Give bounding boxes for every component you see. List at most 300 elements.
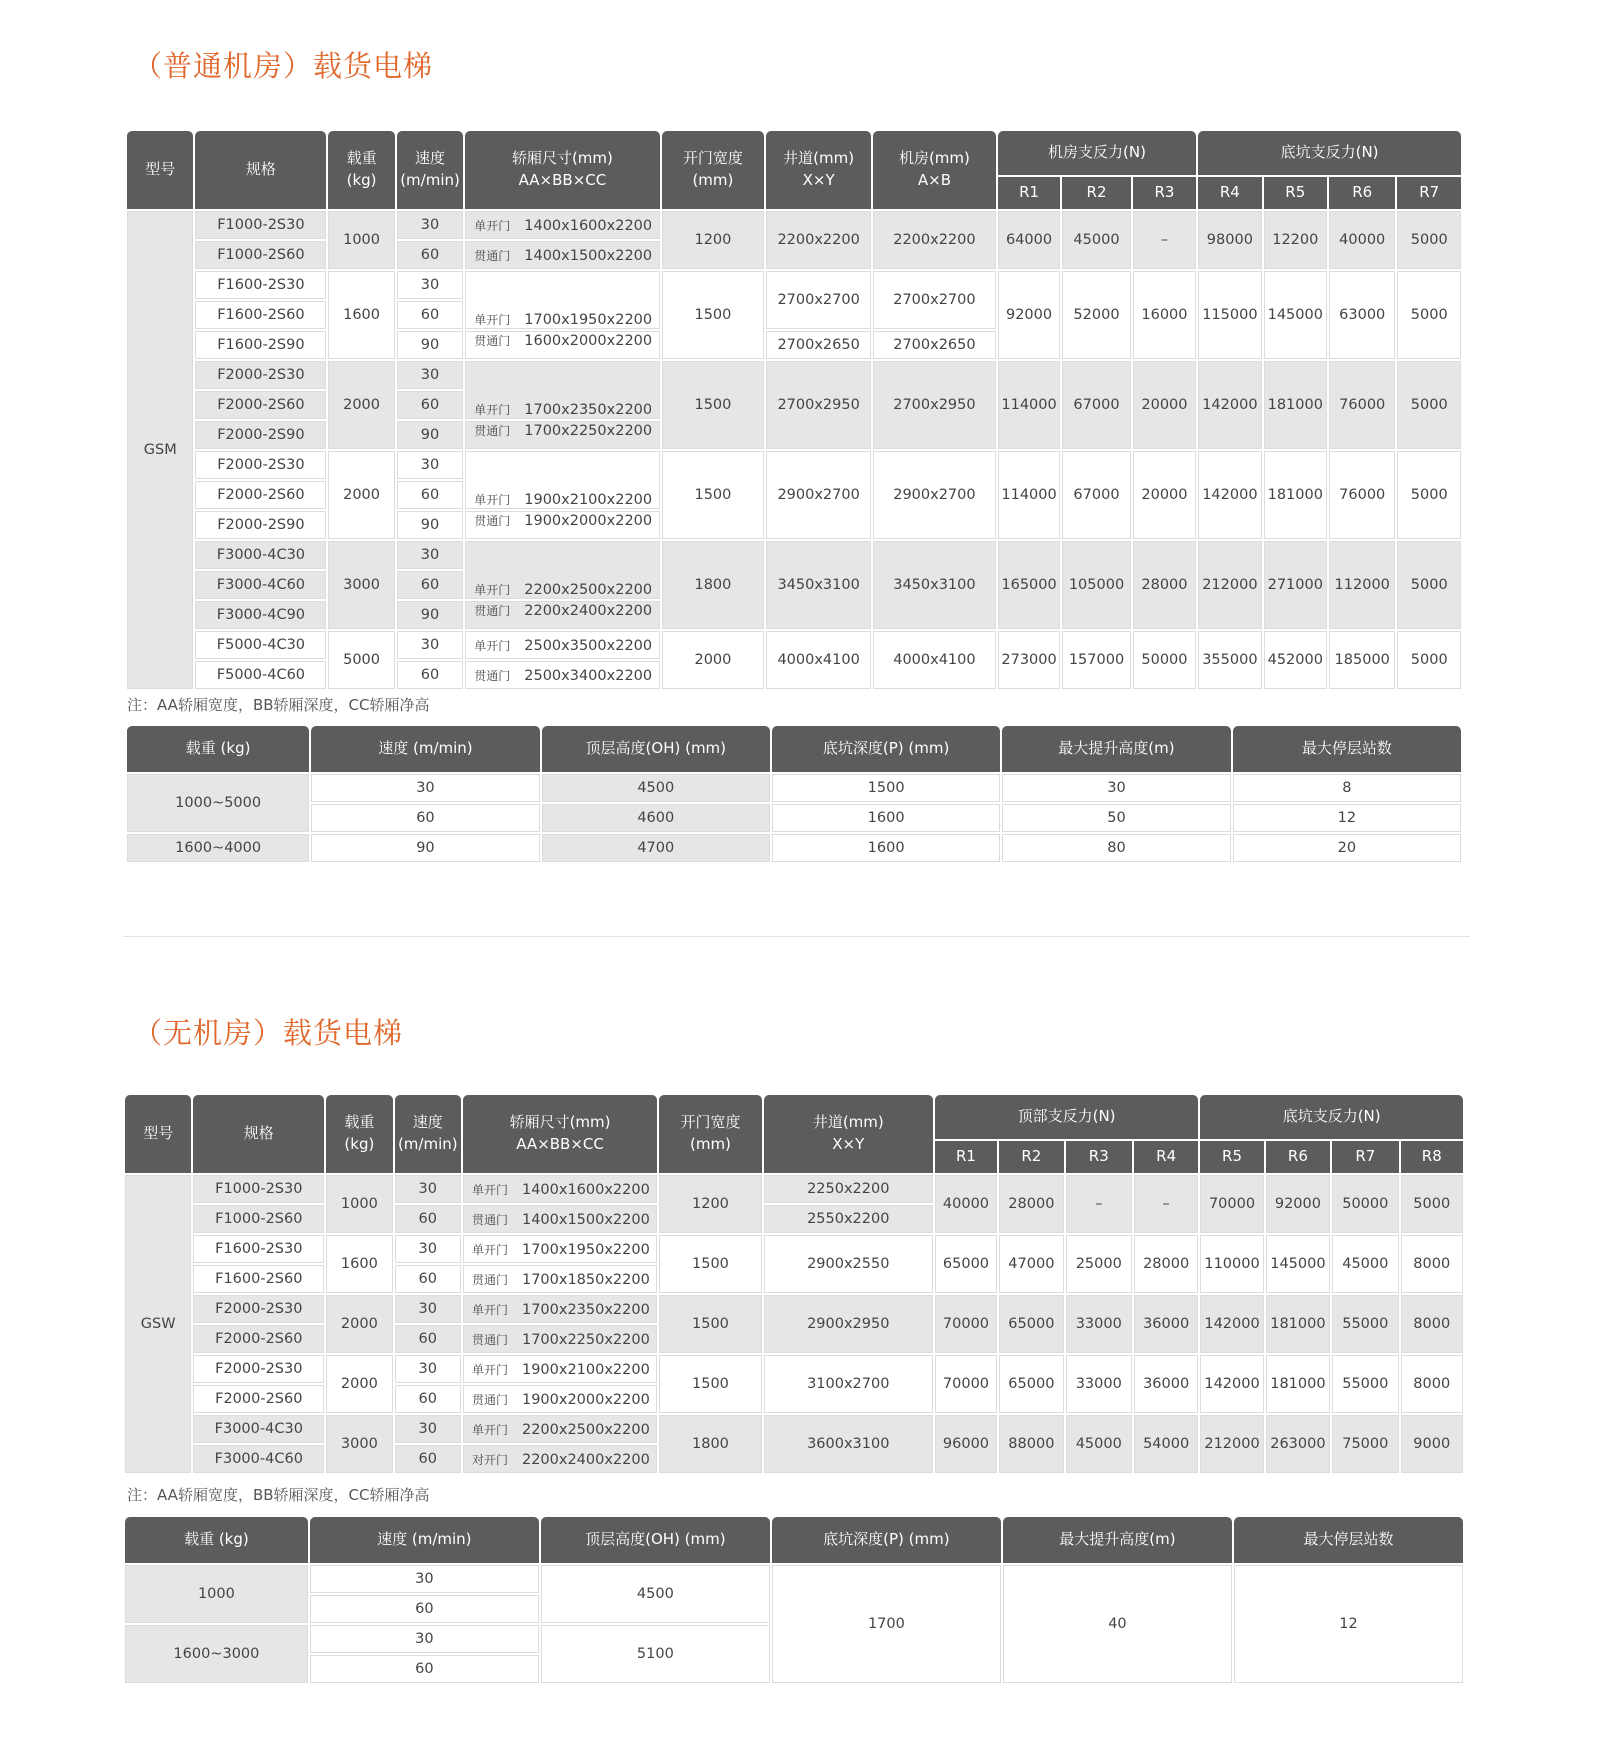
th-spec: 规格 — [195, 131, 326, 209]
force-cell: 115000 — [1198, 271, 1261, 359]
door-type-label: 贯通门 — [471, 1272, 508, 1287]
shaft-cell: 2900x2550 — [764, 1235, 933, 1293]
speed-cell: 60 — [395, 1265, 461, 1293]
force-cell: 185000 — [1329, 631, 1395, 689]
load-cell: 1000 — [328, 211, 394, 269]
car-dimension: 1700x2350x2200 — [524, 402, 653, 418]
pit-cell: 1600 — [772, 834, 1000, 862]
car-size-cell — [463, 1415, 657, 1443]
car-dimension: 2200x2400x2200 — [524, 603, 653, 619]
door-type-label: 单开门 — [471, 1362, 508, 1377]
force-cell: 142000 — [1200, 1295, 1263, 1353]
section2-spec-table — [123, 1093, 1465, 1475]
force-cell: 33000 — [1066, 1295, 1132, 1353]
force-cell: – — [1133, 211, 1196, 269]
door-type-label: 单开门 — [471, 1422, 508, 1437]
th-pit-force: 底坑支反力(N) — [1198, 131, 1461, 175]
door-type-label: 贯通门 — [474, 248, 511, 263]
section2-title: （无机房）载货电梯 — [133, 1016, 404, 1050]
th-sub-2: 顶层高度(OH) (mm) — [542, 726, 770, 772]
table-row — [125, 1355, 1463, 1383]
spec-cell: F3000-4C30 — [193, 1415, 324, 1443]
th-shaft: 井道(mm) X×Y — [764, 1095, 933, 1173]
door-type-label: 贯通门 — [474, 334, 511, 348]
car-dimension: 1700x1850x2200 — [521, 1271, 650, 1288]
shaft-cell: 2700x2650 — [766, 331, 871, 359]
force-cell: 92000 — [998, 271, 1060, 359]
force-cell: 63000 — [1329, 271, 1395, 359]
room-cell: 2900x2700 — [873, 451, 996, 539]
spec-cell: F2000-2S30 — [193, 1355, 324, 1383]
speed-cell: 60 — [310, 1655, 539, 1683]
spec-cell: F2000-2S30 — [195, 361, 326, 389]
door-type-label: 贯通门 — [471, 1392, 508, 1407]
force-cell: 8000 — [1401, 1355, 1464, 1413]
car-size-cell — [465, 451, 659, 509]
car-size-cell — [465, 271, 659, 329]
force-cell: 40000 — [935, 1175, 997, 1233]
force-cell: 9000 — [1401, 1415, 1464, 1473]
door-type-label: 贯通门 — [471, 1212, 508, 1227]
car-size-cell — [463, 1355, 657, 1383]
stops-cell: 20 — [1233, 834, 1461, 862]
car-dimension: 1400x1500x2200 — [521, 1211, 650, 1228]
force-cell: 263000 — [1266, 1415, 1330, 1473]
th-r3: R3 — [1066, 1141, 1132, 1173]
spec-cell: F1600-2S90 — [195, 331, 326, 359]
car-dimension: 2500x3500x2200 — [524, 637, 653, 654]
speed-cell: 60 — [395, 1325, 461, 1353]
force-cell: 181000 — [1264, 451, 1327, 539]
car-dimension: 1400x1600x2200 — [521, 1181, 650, 1198]
door-width-cell: 1500 — [659, 1355, 762, 1413]
model-cell: GSM — [127, 211, 193, 689]
force-cell: 50000 — [1133, 631, 1196, 689]
door-type-label: 单开门 — [474, 403, 511, 417]
spec-cell: F2000-2S30 — [193, 1295, 324, 1323]
force-cell: 181000 — [1264, 361, 1327, 449]
room-cell: 4000x4100 — [873, 631, 996, 689]
force-cell: 45000 — [1062, 211, 1130, 269]
car-size-cell — [463, 1325, 657, 1353]
force-cell: 5000 — [1397, 451, 1461, 539]
speed-cell: 90 — [397, 511, 463, 539]
car-size-cell — [465, 601, 659, 629]
table-row — [127, 451, 1461, 479]
table-row — [127, 631, 1461, 659]
th-r7: R7 — [1332, 1141, 1398, 1173]
door-width-cell: 1500 — [662, 271, 765, 359]
th-r5: R5 — [1264, 177, 1327, 209]
th-sub-0: 载重 (kg) — [127, 726, 309, 772]
room-cell: 3450x3100 — [873, 541, 996, 629]
speed-cell: 60 — [397, 391, 463, 419]
car-size-cell — [465, 211, 659, 239]
th-machine-room: 机房(mm) A×B — [873, 131, 996, 209]
table-row — [127, 361, 1461, 389]
load-cell: 2000 — [326, 1355, 392, 1413]
th-r2: R2 — [1062, 177, 1130, 209]
stops-cell: 12 — [1233, 804, 1461, 832]
pit-cell: 1600 — [772, 804, 1000, 832]
force-cell: 45000 — [1332, 1235, 1398, 1293]
th-sub-4: 最大提升高度(m) — [1002, 726, 1230, 772]
force-cell: 70000 — [935, 1355, 997, 1413]
door-type-label: 贯通门 — [474, 514, 511, 528]
shaft-cell: 3100x2700 — [764, 1355, 933, 1413]
force-cell: 96000 — [935, 1415, 997, 1473]
speed-cell: 30 — [397, 361, 463, 389]
force-cell: 52000 — [1062, 271, 1130, 359]
rise-cell: 40 — [1003, 1565, 1232, 1683]
speed-cell: 90 — [311, 834, 539, 862]
force-cell: 65000 — [999, 1295, 1063, 1353]
load-cell: 1000 — [125, 1565, 308, 1623]
speed-cell: 30 — [397, 271, 463, 299]
shaft-cell: 2200x2200 — [766, 211, 871, 269]
room-cell: 2700x2950 — [873, 361, 996, 449]
force-cell: 271000 — [1264, 541, 1327, 629]
door-type-label: 贯通门 — [471, 1332, 508, 1347]
force-cell: 5000 — [1397, 361, 1461, 449]
speed-cell: 30 — [397, 211, 463, 239]
force-cell: 145000 — [1264, 271, 1327, 359]
table-row — [125, 1175, 1463, 1203]
load-cell: 1600~4000 — [127, 834, 309, 862]
spec-cell: F1000-2S30 — [195, 211, 326, 239]
spec-cell: F2000-2S30 — [195, 451, 326, 479]
car-dimension: 1900x2100x2200 — [521, 1361, 650, 1378]
force-cell: 157000 — [1062, 631, 1130, 689]
car-size-cell — [465, 631, 659, 659]
th-door-width: 开门宽度 (mm) — [659, 1095, 762, 1173]
force-cell: 98000 — [1198, 211, 1261, 269]
car-dimension: 1700x1950x2200 — [521, 1241, 650, 1258]
force-cell: – — [1134, 1175, 1198, 1233]
table-row — [125, 1295, 1463, 1323]
force-cell: 8000 — [1401, 1295, 1464, 1353]
force-cell: 5000 — [1397, 271, 1461, 359]
force-cell: 70000 — [1200, 1175, 1263, 1233]
force-cell: 452000 — [1264, 631, 1327, 689]
th-model: 型号 — [125, 1095, 191, 1173]
door-type-label: 单开门 — [471, 1302, 508, 1317]
speed-cell: 60 — [395, 1445, 461, 1473]
rise-cell: 30 — [1002, 774, 1230, 802]
speed-cell: 90 — [397, 601, 463, 629]
car-dimension: 1400x1600x2200 — [524, 217, 653, 234]
force-cell: 20000 — [1133, 451, 1196, 539]
shaft-cell: 4000x4100 — [766, 631, 871, 689]
spec-cell: F2000-2S60 — [195, 391, 326, 419]
door-type-label: 单开门 — [474, 493, 511, 507]
force-cell: 181000 — [1266, 1355, 1330, 1413]
car-size-cell — [463, 1445, 657, 1473]
car-size-cell — [465, 511, 659, 539]
force-cell: 64000 — [998, 211, 1060, 269]
section2-note: 注：AA轿厢宽度，BB轿厢深度，CC轿厢净高 — [127, 1486, 430, 1504]
force-cell: 28000 — [999, 1175, 1063, 1233]
door-width-cell: 1500 — [662, 451, 765, 539]
force-cell: 36000 — [1134, 1295, 1198, 1353]
oh-cell: 5100 — [541, 1625, 770, 1683]
th-room-force: 机房支反力(N) — [998, 131, 1196, 175]
speed-cell: 30 — [395, 1235, 461, 1263]
shaft-cell: 2900x2950 — [764, 1295, 933, 1353]
th-model: 型号 — [127, 131, 193, 209]
force-cell: 5000 — [1401, 1175, 1464, 1233]
shaft-cell: 2550x2200 — [764, 1205, 933, 1233]
speed-cell: 30 — [395, 1415, 461, 1443]
force-cell: 212000 — [1198, 541, 1261, 629]
th-r6: R6 — [1329, 177, 1395, 209]
th-speed: 速度 (m/min) — [397, 131, 463, 209]
force-cell: 142000 — [1198, 451, 1261, 539]
door-width-cell: 2000 — [662, 631, 765, 689]
speed-cell: 30 — [395, 1175, 461, 1203]
th-sub-1: 速度 (m/min) — [310, 1517, 539, 1563]
car-size-cell — [465, 421, 659, 449]
stops-cell: 8 — [1233, 774, 1461, 802]
section1-title: （普通机房）载货电梯 — [133, 49, 434, 83]
door-width-cell: 1500 — [659, 1235, 762, 1293]
force-cell: 355000 — [1198, 631, 1261, 689]
section1-height-table — [125, 724, 1463, 864]
force-cell: 76000 — [1329, 361, 1395, 449]
th-r5: R5 — [1200, 1141, 1263, 1173]
spec-cell: F2000-2S60 — [193, 1325, 324, 1353]
th-sub-3: 底坑深度(P) (mm) — [772, 726, 1000, 772]
th-sub-5: 最大停层站数 — [1233, 726, 1461, 772]
force-cell: 55000 — [1332, 1295, 1398, 1353]
spec-cell: F2000-2S90 — [195, 511, 326, 539]
th-sub-0: 载重 (kg) — [125, 1517, 308, 1563]
section2-height-table — [123, 1515, 1465, 1685]
table-row — [127, 211, 1461, 239]
speed-cell: 30 — [311, 774, 539, 802]
load-cell: 2000 — [328, 451, 394, 539]
speed-cell: 30 — [397, 541, 463, 569]
force-cell: 5000 — [1397, 211, 1461, 269]
force-cell: 145000 — [1266, 1235, 1330, 1293]
car-size-cell — [465, 661, 659, 689]
force-cell: 54000 — [1134, 1415, 1198, 1473]
car-size-cell — [463, 1175, 657, 1203]
force-cell: 181000 — [1266, 1295, 1330, 1353]
door-width-cell: 1200 — [662, 211, 765, 269]
th-spec: 规格 — [193, 1095, 324, 1173]
th-pit-force: 底坑支反力(N) — [1200, 1095, 1463, 1139]
speed-cell: 30 — [310, 1565, 539, 1593]
speed-cell: 30 — [397, 631, 463, 659]
force-cell: 5000 — [1397, 631, 1461, 689]
force-cell: 12200 — [1264, 211, 1327, 269]
spec-cell: F5000-4C30 — [195, 631, 326, 659]
door-type-label: 单开门 — [474, 218, 511, 233]
load-cell: 2000 — [328, 361, 394, 449]
force-cell: 50000 — [1332, 1175, 1398, 1233]
th-sub-5: 最大停层站数 — [1234, 1517, 1463, 1563]
th-load: 载重 (kg) — [328, 131, 394, 209]
shaft-cell: 2700x2950 — [766, 361, 871, 449]
spec-cell: F2000-2S60 — [195, 481, 326, 509]
th-r7: R7 — [1397, 177, 1461, 209]
th-r1: R1 — [998, 177, 1060, 209]
car-dimension: 1700x2250x2200 — [524, 423, 653, 439]
section1-spec-table — [125, 129, 1463, 691]
force-cell: – — [1066, 1175, 1132, 1233]
th-speed: 速度 (m/min) — [395, 1095, 461, 1173]
car-dimension: 2200x2500x2200 — [524, 582, 653, 598]
car-size-cell — [465, 541, 659, 599]
speed-cell: 60 — [395, 1385, 461, 1413]
speed-cell: 60 — [397, 571, 463, 599]
speed-cell: 90 — [397, 421, 463, 449]
pit-cell: 1500 — [772, 774, 1000, 802]
force-cell: 70000 — [935, 1295, 997, 1353]
table-row — [127, 271, 1461, 299]
force-cell: 67000 — [1062, 451, 1130, 539]
car-dimension: 1900x2000x2200 — [521, 1391, 650, 1408]
car-dimension: 2200x2500x2200 — [521, 1421, 650, 1438]
force-cell: 212000 — [1200, 1415, 1263, 1473]
section-divider — [123, 936, 1470, 937]
car-dimension: 2200x2400x2200 — [521, 1451, 650, 1468]
door-type-label: 单开门 — [474, 313, 511, 327]
speed-cell: 60 — [397, 301, 463, 329]
door-type-label: 贯通门 — [474, 668, 511, 683]
load-cell: 1000~5000 — [127, 774, 309, 832]
load-cell: 1600 — [326, 1235, 392, 1293]
car-size-cell — [465, 331, 659, 359]
door-type-label: 单开门 — [474, 638, 511, 653]
spec-cell: F1000-2S30 — [193, 1175, 324, 1203]
speed-cell: 30 — [397, 451, 463, 479]
model-cell: GSW — [125, 1175, 191, 1473]
load-cell: 3000 — [328, 541, 394, 629]
door-width-cell: 1500 — [659, 1295, 762, 1353]
spec-cell: F2000-2S90 — [195, 421, 326, 449]
door-type-label: 单开门 — [471, 1242, 508, 1257]
car-dimension: 1600x2000x2200 — [524, 333, 653, 349]
speed-cell: 60 — [311, 804, 539, 832]
th-r3: R3 — [1133, 177, 1196, 209]
force-cell: 105000 — [1062, 541, 1130, 629]
force-cell: 25000 — [1066, 1235, 1132, 1293]
speed-cell: 60 — [397, 241, 463, 269]
force-cell: 142000 — [1200, 1355, 1263, 1413]
spec-cell: F1000-2S60 — [193, 1205, 324, 1233]
force-cell: 20000 — [1133, 361, 1196, 449]
force-cell: 110000 — [1200, 1235, 1263, 1293]
force-cell: 8000 — [1401, 1235, 1464, 1293]
car-dimension: 1900x2000x2200 — [524, 513, 653, 529]
force-cell: 5000 — [1397, 541, 1461, 629]
oh-cell: 4700 — [542, 834, 770, 862]
th-r6: R6 — [1266, 1141, 1330, 1173]
oh-cell: 4600 — [542, 804, 770, 832]
force-cell: 142000 — [1198, 361, 1261, 449]
spec-cell: F1000-2S60 — [195, 241, 326, 269]
door-width-cell: 1800 — [659, 1415, 762, 1473]
force-cell: 112000 — [1329, 541, 1395, 629]
th-sub-4: 最大提升高度(m) — [1003, 1517, 1232, 1563]
car-size-cell — [463, 1265, 657, 1293]
shaft-cell: 3600x3100 — [764, 1415, 933, 1473]
force-cell: 76000 — [1329, 451, 1395, 539]
table-row — [125, 1235, 1463, 1263]
force-cell: 67000 — [1062, 361, 1130, 449]
th-sub-1: 速度 (m/min) — [311, 726, 539, 772]
load-cell: 3000 — [326, 1415, 392, 1473]
force-cell: 28000 — [1133, 541, 1196, 629]
th-door-width: 开门宽度 (mm) — [662, 131, 765, 209]
door-type-label: 单开门 — [471, 1182, 508, 1197]
door-width-cell: 1500 — [662, 361, 765, 449]
table-row — [127, 541, 1461, 569]
table-row — [125, 1415, 1463, 1443]
th-car-size: 轿厢尺寸(mm) AA×BB×CC — [463, 1095, 657, 1173]
spec-cell: F1600-2S60 — [195, 301, 326, 329]
car-size-cell — [463, 1385, 657, 1413]
car-size-cell — [465, 241, 659, 269]
force-cell: 33000 — [1066, 1355, 1132, 1413]
rise-cell: 50 — [1002, 804, 1230, 832]
door-width-cell: 1800 — [662, 541, 765, 629]
th-r8: R8 — [1401, 1141, 1464, 1173]
speed-cell: 60 — [397, 661, 463, 689]
pit-cell: 1700 — [772, 1565, 1001, 1683]
door-type-label: 对开门 — [471, 1452, 508, 1467]
stops-cell: 12 — [1234, 1565, 1463, 1683]
rise-cell: 80 — [1002, 834, 1230, 862]
spec-cell: F2000-2S60 — [193, 1385, 324, 1413]
car-size-cell — [463, 1295, 657, 1323]
door-type-label: 贯通门 — [474, 604, 511, 618]
speed-cell: 30 — [395, 1295, 461, 1323]
force-cell: 55000 — [1332, 1355, 1398, 1413]
load-cell: 5000 — [328, 631, 394, 689]
force-cell: 65000 — [999, 1355, 1063, 1413]
spec-cell: F1600-2S30 — [195, 271, 326, 299]
car-dimension: 1900x2100x2200 — [524, 492, 653, 508]
force-cell: 45000 — [1066, 1415, 1132, 1473]
load-cell: 1600 — [328, 271, 394, 359]
spec-cell: F3000-4C90 — [195, 601, 326, 629]
force-cell: 88000 — [999, 1415, 1063, 1473]
car-dimension: 1700x1950x2200 — [524, 312, 653, 328]
speed-cell: 60 — [310, 1595, 539, 1623]
force-cell: 114000 — [998, 451, 1060, 539]
force-cell: 65000 — [935, 1235, 997, 1293]
force-cell: 47000 — [999, 1235, 1063, 1293]
th-r1: R1 — [935, 1141, 997, 1173]
th-r2: R2 — [999, 1141, 1063, 1173]
th-r4: R4 — [1134, 1141, 1198, 1173]
shaft-cell: 2250x2200 — [764, 1175, 933, 1203]
room-cell: 2700x2650 — [873, 331, 996, 359]
speed-cell: 30 — [395, 1355, 461, 1383]
spec-cell: F5000-4C60 — [195, 661, 326, 689]
car-dimension: 2500x3400x2200 — [524, 667, 653, 684]
room-cell: 2200x2200 — [873, 211, 996, 269]
oh-cell: 4500 — [542, 774, 770, 802]
car-size-cell — [463, 1205, 657, 1233]
door-type-label: 单开门 — [474, 583, 511, 597]
shaft-cell: 2900x2700 — [766, 451, 871, 539]
th-r4: R4 — [1198, 177, 1261, 209]
oh-cell: 4500 — [541, 1565, 770, 1623]
